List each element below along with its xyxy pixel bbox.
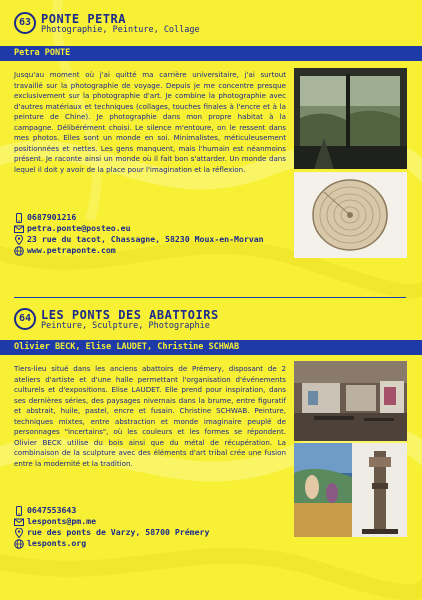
entry-photo-window — [294, 68, 407, 169]
entry-title: PONTE PETRA — [41, 12, 126, 26]
entry-number-badge: 63 — [14, 12, 36, 34]
globe-icon — [14, 539, 24, 549]
entry-description: Jusqu'au moment où j'ai quitté ma carrière universitaire, j'ai surtout travaillé sur la photographie de voyage. Depuis je me concentre presque exclusivement sur la photographie d'art. Je combine la photographie avec d'autres matériaux et techniques (collages, touches finales à l'encre et à la peinture de Chine). Je photographie dans mon propre habitat à la campagne. Délibérément choisi. Le silence m'entoure, on le ressent dans mes photos. Elles sont un monde en soi. Minimalistes, méticuleusement positionnées et nettes. Les gens manquent, mais l'humain est néanmoins présent. Je raconte ainsi un monde où il fait bon s'attarder. Un monde dans lequel il doit y avoir de la place pour l'imagination et la réflexion. — [14, 70, 286, 174]
entry-header — [14, 12, 414, 46]
contact-email — [14, 516, 294, 527]
postal-address: 23 rue du tacot, Chassagne, 58230 Moux-en-Morvan — [27, 234, 264, 244]
location-pin-icon — [14, 528, 24, 538]
artist-entry-63 — [0, 0, 422, 295]
contact-address — [14, 234, 294, 245]
globe-icon — [14, 246, 24, 256]
contact-website — [14, 538, 294, 549]
website-link[interactable]: www.petraponte.com — [27, 245, 116, 255]
contact-address — [14, 527, 294, 538]
contact-email — [14, 223, 294, 234]
website-link[interactable]: lesponts.org — [27, 538, 87, 548]
location-pin-icon — [14, 235, 24, 245]
entry-header — [14, 308, 414, 342]
entry-title: LES PONTS DES ABATTOIRS — [41, 308, 219, 322]
artist-entry-64 — [0, 298, 422, 600]
entry-subtitle: Photographie, Peinture, Collage — [41, 25, 200, 35]
entry-photo-sculpture — [352, 443, 407, 537]
phone-number[interactable]: 0687901216 — [27, 212, 77, 222]
entry-description: Tiers-lieu situé dans les anciens abattoirs de Prémery, disposant de 2 ateliers d'artiste et d'une halle permettant l'organisation d'événements culturels et d'expositions. Elise LAUDET. Elle prend pour inspiration, dans ses dernières séries, des paysages nivernais dans la brume, entre figuratif et abstrait, huile, pastel, encre et fusain. Christine SCHWAB. Peinture, techniques mixtes, entre abstraction et monde imaginaire peuplé de personnages "incertains", où les couleurs et les formes se répondent. Olivier BECK utilise du bois ainsi que du métal de récupération. La combinaison de la sculpture avec des éléments d'art tribal crée une fusion entre la modernité et la tradition. — [14, 364, 286, 468]
postal-address: rue des ponts de Varzy, 58700 Prémery — [27, 527, 210, 537]
phone-number[interactable]: 0647553643 — [27, 505, 77, 515]
mail-icon — [14, 517, 24, 527]
entry-photo-workshop — [294, 361, 407, 441]
phone-icon — [14, 506, 24, 516]
entry-photo-wood-slice — [294, 172, 407, 258]
email-address[interactable]: petra.ponte@posteo.eu — [27, 223, 131, 233]
entry-number-badge: 64 — [14, 308, 36, 330]
contact-website — [14, 245, 294, 256]
artist-name-band: Petra PONTE — [0, 46, 422, 61]
contact-block — [14, 212, 294, 256]
entry-photo-painting — [294, 443, 352, 537]
contact-phone — [14, 212, 294, 223]
contact-block — [14, 505, 294, 549]
email-address[interactable]: lesponts@pm.me — [27, 516, 97, 526]
mail-icon — [14, 224, 24, 234]
artist-name-band: Olivier BECK, Elise LAUDET, Christine SCHWAB — [0, 340, 422, 355]
contact-phone — [14, 505, 294, 516]
phone-icon — [14, 213, 24, 223]
entry-subtitle: Peinture, Sculpture, Photographie — [41, 321, 210, 331]
